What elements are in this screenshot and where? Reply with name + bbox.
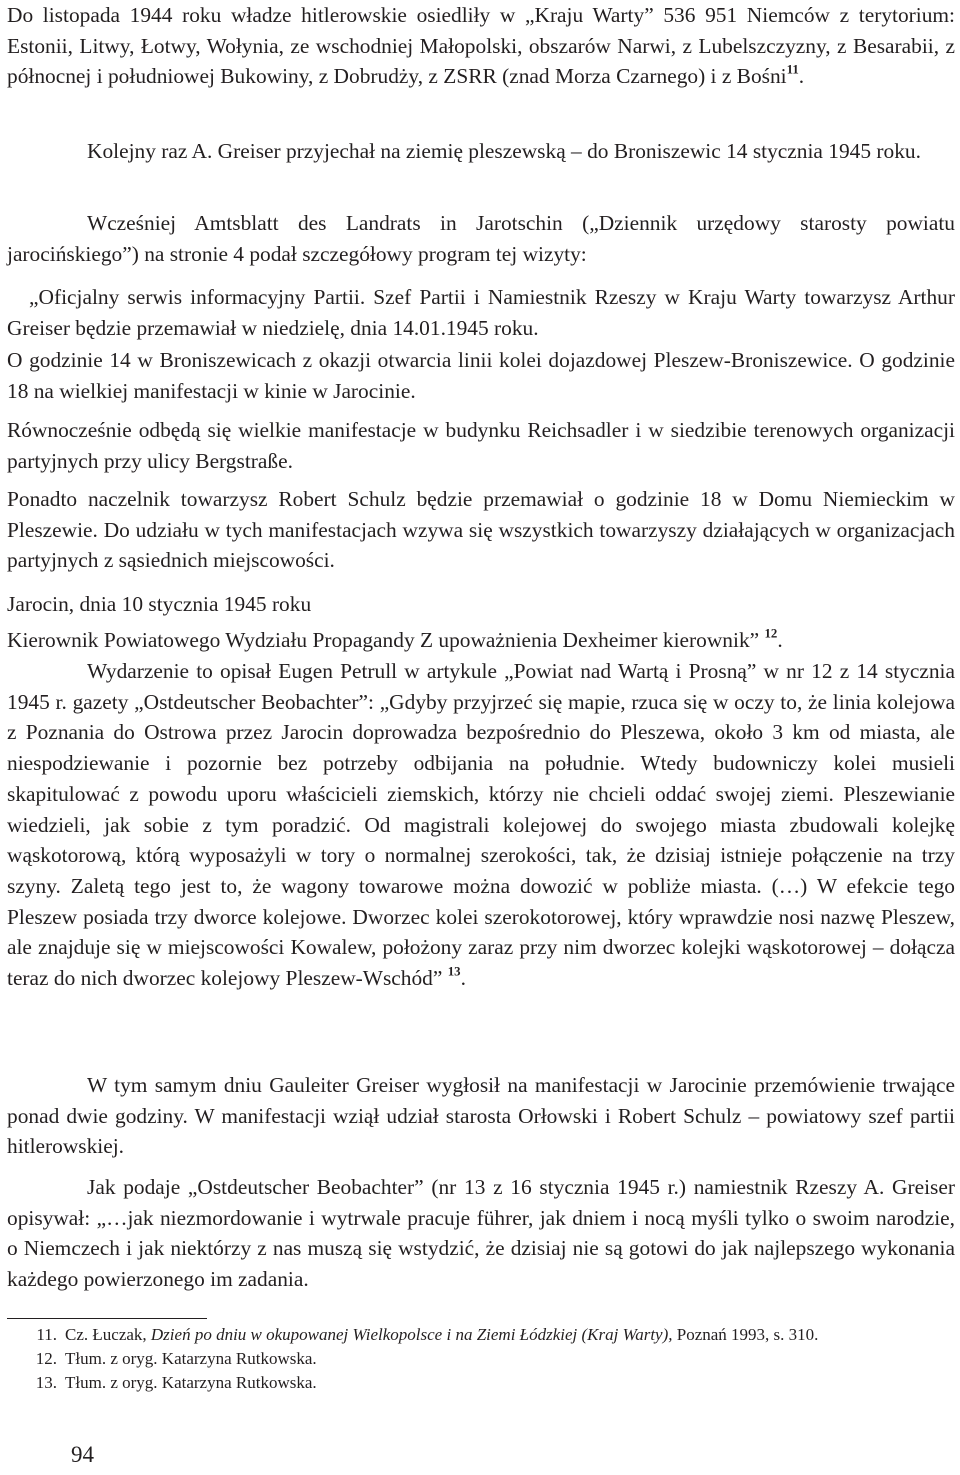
quoted-paragraph: Równocześnie odbędą się wielkie manifestacje w budynku Reichsadler i w siedzibie terenowych organizacji partyjnych przy ulicy Bergstraße.: [7, 418, 955, 473]
footnote-number: 12.: [35, 1349, 57, 1368]
footnote-ref: 11: [786, 62, 799, 77]
footnote-ref: 13: [447, 964, 461, 979]
signature-text: Kierownik Powiatowego Wydziału Propagandy Z upoważnienia Dexheimer kierownik”: [7, 628, 760, 652]
footnote-text-part: Poznań 1993, s. 310.: [672, 1325, 819, 1344]
quoted-paragraph: Ponadto naczelnik towarzysz Robert Schulz będzie przemawiał o godzinie 18 w Domu Niemieckim w Pleszewie. Do udziału w tych manifestacjach wzywa się wszystkich towarzyszy działających w organizacjach partyjnych z sąsiednich miejscowości.: [7, 487, 955, 573]
paragraph: Wcześniej Amtsblatt des Landrats in Jarotschin („Dziennik urzędowy starosty powiatu jarocińskiego”) na stronie 4 podał szczegółowy program tej wizyty:: [7, 211, 955, 266]
footnote: [7, 1371, 955, 1395]
paragraph-text: Do listopada 1944 roku władze hitlerowskie osiedliły w „Kraju Warty” 536 951 Niemców z terytorium: Estonii, Litwy, Łotwy, Wołynia, ze wschodniej Małopolski, obszarów Narwi, z Lubelszczyzny, z Besarabii, z północnej i południowej Bukowiny, z Dobrudży, z ZSRR (znad Morza Czarnego) i z Bośni: [7, 3, 955, 89]
quoted-paragraph: O godzinie 14 w Broniszewicach z okazji otwarcia linii kolei dojazdowej Pleszew-Broniszewice. O godzinie 18 na wielkiej manifestacji w kinie w Jarocinie.: [7, 348, 955, 403]
paragraph-text: .: [460, 966, 466, 991]
signature-block: [7, 586, 783, 658]
footnote-text: [65, 1323, 955, 1347]
footnote-title: Dzień po dniu w okupowanej Wielkopolsce i na Ziemi Łódzkiej (Kraj Warty),: [150, 1325, 673, 1344]
quoted-paragraph: „Oficjalny serwis informacyjny Partii. Szef Partii i Namiestnik Rzeszy w Kraju Warty towarzysz Arthur Greiser będzie przemawiał w niedzielę, dnia 14.01.1945 roku.: [7, 285, 955, 340]
footnote-text-part: Cz. Łuczak,: [65, 1325, 151, 1344]
footnote-text: Tłum. z oryg. Katarzyna Rutkowska.: [65, 1373, 317, 1392]
footnote: [7, 1323, 955, 1347]
footnote-text: Tłum. z oryg. Katarzyna Rutkowska.: [65, 1349, 317, 1368]
signature-text: .: [777, 628, 783, 652]
footnote-divider: [7, 1318, 207, 1319]
paragraph: Kolejny raz A. Greiser przyjechał na ziemię pleszewską – do Broniszewic 14 stycznia 1945 roku.: [87, 139, 921, 163]
footnote-ref: 12: [764, 626, 778, 641]
paragraph: [7, 0, 955, 92]
paragraph: Jak podaje „Ostdeutscher Beobachter” (nr 13 z 16 stycznia 1945 r.) namiestnik Rzeszy A. Greiser opisywał: „…jak niezmordowanie i wytrwale pracuje führer, jak dniem i nocą myśli tylko o swoim narodzie, o Niemczech i jak niektórzy z nas muszą się wstydzić, że dzisiaj nie są gotowi do jak najlepszego wykonania każdego powierzonego im zadania.: [7, 1175, 955, 1292]
signature-date: Jarocin, dnia 10 stycznia 1945 roku: [7, 592, 312, 616]
signature-name: [7, 622, 783, 658]
footnotes: [7, 1323, 955, 1395]
paragraph: [7, 656, 955, 994]
paragraph-text: .: [798, 64, 805, 89]
footnote: [7, 1347, 955, 1371]
page-number: 94: [71, 1442, 94, 1467]
footnote-number: 11.: [36, 1325, 57, 1344]
footnote-number: 13.: [35, 1373, 57, 1392]
paragraph-text: Wydarzenie to opisał Eugen Petrull w artykule „Powiat nad Wartą i Prosną” w nr 12 z 14 stycznia 1945 r. gazety „Ostdeutscher Beobachter”: „Gdyby przyjrzeć się mapie, rzuca się w oczy to, że linia kolejowa z Poznania do Ostrowa przez Jarocin doprowadza bezpośrednio do Pleszewa, około 3 km od miasta, ale niespodziewanie i pozornie bez potrzeby odbijania na południe. Wtedy budowniczy kolei musieli skapitulować z powodu uporu właścicieli ziemskich, którzy nie chcieli oddać swojej ziemi. Pleszewianie wiedzieli, jak sobie z tym poradzić. Od magistrali kolejowej do swojego miasta zbudowali kolejkę wąskotorową, którą wyposażyli w tory o normalnej szerokości, tak, że dzisiaj istnieje połączenie na trzy szyny. Zaletą tego jest to, że wagony towarowe można dowozić w pobliże miasta. (…) W efekcie tego Pleszew posiada trzy dworce kolejowe. Dworzec kolei szerokotorowej, który wprawdzie nosi nazwę Pleszew, ale znajduje się w miejscowości Kowalew, położony zaraz przy nim dworzec kolejki wąskotorowej – dołącza teraz do nich dworzec kolejowy Pleszew-Wschód”: [7, 659, 955, 991]
paragraph: W tym samym dniu Gauleiter Greiser wygłosił na manifestacji w Jarocinie przemówienie trwające ponad dwie godziny. W manifestacji wziął udział starosta Orłowski i Robert Schulz – powiatowy szef partii hitlerowskiej.: [7, 1073, 955, 1159]
